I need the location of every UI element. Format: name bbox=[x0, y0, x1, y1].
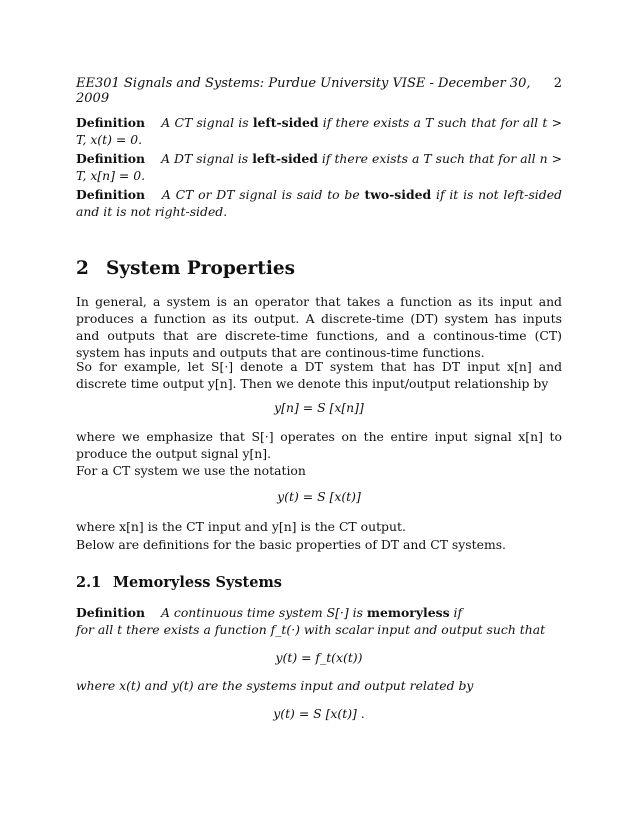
subsection-number: 2.1 bbox=[76, 574, 102, 591]
equation-memoryless-function: y(t) = f_t(x(t)) bbox=[275, 650, 363, 665]
definition-memoryless-condition: for all t there exists a function f_t(·) with scalar input and output such that bbox=[76, 622, 546, 637]
definition-label: Definition bbox=[76, 187, 146, 202]
equation-dt-system: y[n] = S [x[n]] bbox=[274, 400, 364, 415]
equation-ct-system: y(t) = S [x(t)] bbox=[277, 489, 361, 504]
equation-memoryless-system: y(t) = S [x(t)] . bbox=[273, 706, 365, 721]
section-number: 2 bbox=[76, 258, 89, 279]
paragraph-ct-io: where x[n] is the CT input and y[n] is the CT output. bbox=[76, 519, 406, 534]
paragraph-definitions-intro: Below are definitions for the basic properties of DT and CT systems. bbox=[76, 537, 506, 552]
definition-memoryless-relation: where x(t) and y(t) are the systems input and output related by bbox=[76, 678, 474, 693]
subsection-title: Memoryless Systems bbox=[113, 574, 282, 591]
definition-post: if there exists a T such that for all n > T, x[n] = 0. bbox=[76, 151, 562, 183]
section-title: System Properties bbox=[106, 258, 296, 279]
definition-post: if it is not left-sided and it is not right-sided. bbox=[76, 187, 562, 219]
definition-label: Definition bbox=[76, 605, 146, 620]
definition-term: left-sided bbox=[252, 115, 319, 130]
definition-dt-left-sided bbox=[76, 150, 562, 184]
definition-two-sided bbox=[76, 186, 562, 220]
definition-term: memoryless bbox=[366, 605, 450, 620]
page-number: 2 bbox=[553, 76, 562, 91]
paragraph-dt-example: So for example, let S[·] denote a DT system that has DT input x[n] and discrete time output y[n]. Then we denote this input/output relationship by bbox=[76, 359, 562, 391]
definition-post: if bbox=[453, 605, 463, 620]
definition-term: two-sided bbox=[364, 187, 432, 202]
paragraph-intro: In general, a system is an operator that takes a function as its input and produces a function as its output. A discrete-time (DT) system has inputs and outputs that are discrete-time functions, and a continous-time (CT) system has inputs and outputs that are continous-time functions. bbox=[76, 294, 562, 360]
definition-pre: A DT signal is bbox=[161, 151, 249, 166]
definition-pre: A continuous time system S[·] is bbox=[161, 605, 363, 620]
definition-pre: A CT or DT signal is said to be bbox=[161, 187, 360, 202]
paragraph-ct-notation: For a CT system we use the notation bbox=[76, 463, 306, 478]
definition-term: left-sided bbox=[252, 151, 318, 166]
definition-memoryless bbox=[76, 604, 562, 621]
definition-label: Definition bbox=[76, 151, 146, 166]
definition-pre: A CT signal is bbox=[161, 115, 249, 130]
running-title: EE301 Signals and Systems: Purdue University VISE - December 30, 2009 bbox=[76, 76, 531, 106]
definition-ct-left-sided bbox=[76, 114, 562, 148]
definition-label: Definition bbox=[76, 115, 146, 130]
subsection-heading bbox=[76, 574, 282, 591]
paragraph-operator-note: where we emphasize that S[·] operates on the entire input signal x[n] to produce the output signal y[n]. bbox=[76, 429, 562, 461]
definition-post: if there exists a T such that for all t > T, x(t) = 0. bbox=[76, 115, 562, 147]
running-header bbox=[76, 76, 562, 106]
section-heading bbox=[76, 258, 295, 279]
